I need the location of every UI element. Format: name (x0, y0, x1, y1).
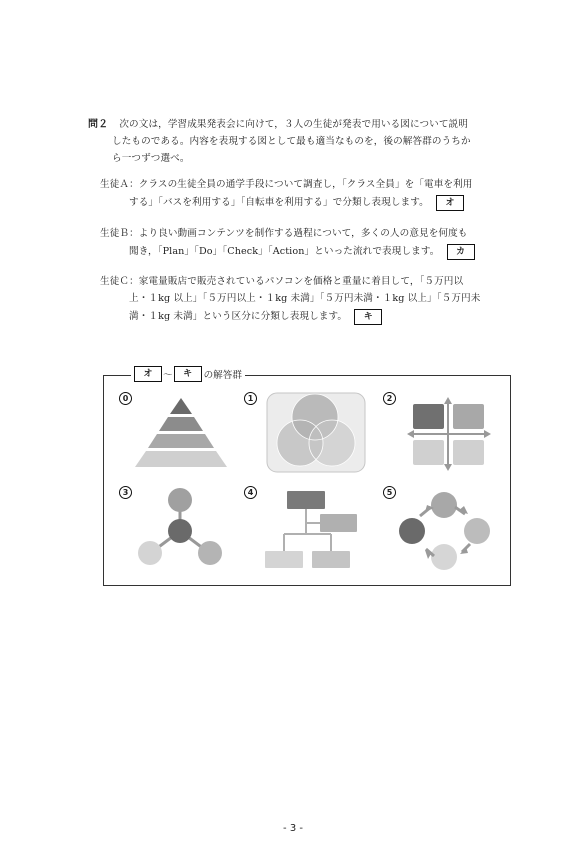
student-a-line-1: 生徒Ａ：クラスの生徒全員の通学手段について調査し，「クラス全員」を「電車を利用 (100, 179, 473, 190)
student-c-line-3: 満・１kg 未満」という区分に分類し表現します。 キ (129, 308, 382, 326)
page-number: - 3 - (283, 823, 303, 834)
student-b-line-2: 聞き，「Plan」「Do」「Check」「Action」といった流れで表現します。 カ (129, 243, 475, 261)
answer-group-box-end: キ (174, 366, 202, 382)
pyramid-diagram (135, 398, 227, 467)
tree-diagram (265, 491, 357, 568)
cycle-diagram (399, 492, 490, 570)
answer-box-ka: カ (447, 244, 475, 260)
answer-group-tilde: 〜 (163, 370, 173, 381)
student-c-label: 生徒Ｃ： (100, 276, 139, 287)
question-line-3: ら一つずつ選べ。 (112, 153, 190, 164)
option-number-2: 2 (383, 392, 396, 405)
student-a-line-2: する」「バスを利用する」「自転車を利用する」で分類し表現します。 オ (129, 194, 464, 212)
answer-group-suffix: の解答群 (203, 370, 242, 381)
option-number-0: 0 (119, 392, 132, 405)
question-number: 問２ (88, 119, 109, 130)
option-number-5: 5 (383, 486, 396, 499)
matrix-diagram (407, 397, 491, 471)
question-line-1: 次の文は，学習成果発表会に向けて，３人の生徒が発表で用いる図について説明 (119, 119, 468, 130)
answer-box-ki: キ (354, 309, 382, 325)
venn-diagram (267, 393, 365, 472)
answer-group-box-start: オ (134, 366, 162, 382)
student-c-line-1: 生徒Ｃ：家電量販店で販売されているパソコンを価格と重量に着目して，「５万円以 (100, 276, 464, 287)
option-number-4: 4 (244, 486, 257, 499)
answer-box-o: オ (436, 195, 464, 211)
radial-diagram (138, 488, 222, 565)
question-line-2: したものである。内容を表現する図として最も適当なものを，後の解答群のうちか (112, 136, 471, 147)
student-b-label: 生徒Ｂ： (100, 228, 139, 239)
option-number-3: 3 (119, 486, 132, 499)
option-number-1: 1 (244, 392, 257, 405)
student-c-line-2: 上・１kg 以上」「５万円以上・１kg 未満」「５万円未満・１kg 以上」「５万円未 (129, 293, 481, 304)
student-b-line-1: 生徒Ｂ：より良い動画コンテンツを制作する過程について，多くの人の意見を何度も (100, 228, 468, 239)
student-a-label: 生徒Ａ： (100, 179, 139, 190)
